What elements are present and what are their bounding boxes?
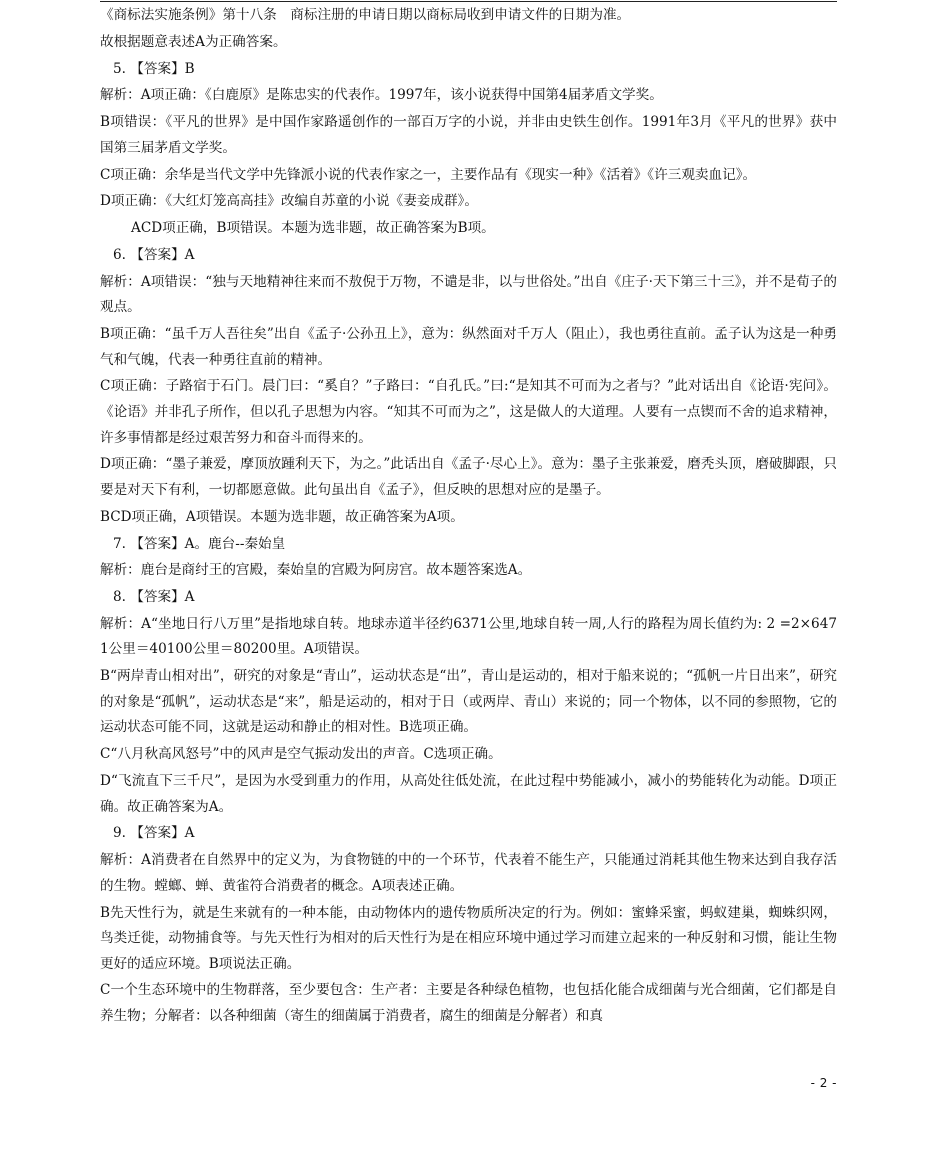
paragraph: C项正确：子路宿于石门。晨门曰：“奚自？”子路曰：“自孔氏。”曰:“是知其不可而为之者与？”此对话出自《论语·宪问》。《论语》并非孔子所作，但以孔子思想为内容。“知其不可而为之”，这是做人的大道理。人要有一点锲而不舍的追求精神，许多事情都是经过艰苦努力和奋斗而得来的。 bbox=[100, 378, 837, 446]
paragraph: B“两岸青山相对出”，研究的对象是“青山”，运动状态是“出”，青山是运动的，相对于船来说的；“孤帆一片日出来”，研究的对象是“孤帆”，运动状态是“来”，船是运动的，相对于日（或两岸、青山）来说的；同一个物体，以不同的参照物，它的运动状态可能不同，这就是运动和静止的相对性。B选项正确。 bbox=[100, 668, 837, 736]
page-number: - 2 - bbox=[810, 1076, 837, 1090]
paragraph: 解析：A消费者在自然界中的定义为，为食物链的中的一个环节，代表着不能生产，只能通过消耗其他生物来达到自我存活的生物。螳螂、蝉、黄雀符合消费者的概念。A项表述正确。 bbox=[100, 852, 837, 894]
document-body bbox=[100, 3, 837, 1031]
paragraph: B项错误：《平凡的世界》是中国作家路遥创作的一部百万字的小说，并非由史铁生创作。1991年3月《平凡的世界》获中国第三届茅盾文学奖。 bbox=[100, 114, 837, 156]
answer-heading: 9. 【答案】A bbox=[113, 825, 195, 842]
answer-heading: 5. 【答案】B bbox=[113, 60, 195, 77]
paragraph: 解析：A项错误：“独与天地精神往来而不敖倪于万物，不谴是非，以与世俗处。”出自《庄子·天下第三十三》，并不是荀子的观点。 bbox=[100, 273, 837, 316]
paragraph: ACD项正确，B项错误。本题为选非题，故正确答案为B项。 bbox=[131, 220, 495, 237]
paragraph: C项正确：余华是当代文学中先锋派小说的代表作家之一，主要作品有《现实一种》《活着》《许三观卖血记》。 bbox=[100, 166, 757, 183]
answer-heading: 6. 【答案】A bbox=[113, 246, 195, 263]
paragraph: D项正确：《大红灯笼高高挂》改编自苏童的小说《妻妾成群》。 bbox=[100, 193, 478, 210]
answer-heading: 7. 【答案】A。鹿台--秦始皇 bbox=[113, 535, 286, 552]
answer-heading: 8. 【答案】A bbox=[113, 589, 195, 606]
paragraph: C“八月秋高风怒号”中的风声是空气振动发出的声音。C选项正确。 bbox=[100, 746, 502, 763]
paragraph: 解析：A“坐地日行八万里”是指地球自转。地球赤道半径约6371公里,地球自转一周,人行的路程为周长值约为: 2 =2×6471公里＝40100公里＝80200里。A项错误。 bbox=[100, 615, 837, 658]
paragraph: 故根据题意表述A为正确答案。 bbox=[100, 33, 287, 50]
paragraph: D项正确：“墨子兼爱，摩顶放踵利天下，为之。”此话出自《孟子·尽心上》。意为：墨子主张兼爱，磨秃头顶，磨破脚跟，只要是对天下有利，一切都愿意做。此句虽出自《孟子》，但反映的思想对应的是墨子。 bbox=[100, 456, 837, 498]
paragraph: D“飞流直下三千尺”，是因为水受到重力的作用，从高处往低处流，在此过程中势能减小，减小的势能转化为动能。D项正确。故正确答案为A。 bbox=[100, 772, 837, 815]
paragraph: 《商标法实施条例》第十八条 商标注册的申请日期以商标局收到申请文件的日期为准。 bbox=[100, 7, 631, 23]
paragraph: B项正确：“虽千万人吾往矣”出自《孟子·公孙丑上》，意为：纵然面对千万人（阻止），我也勇往直前。孟子认为这是一种勇气和气魄，代表一种勇往直前的精神。 bbox=[100, 326, 837, 368]
header-rule bbox=[100, 1, 837, 2]
paragraph: C一个生态环境中的生物群落，至少要包含：生产者：主要是各种绿色植物，也包括化能合成细菌与光合细菌，它们都是自养生物；分解者：以各种细菌（寄生的细菌属于消费者，腐生的细菌是分解者）和真 bbox=[100, 982, 837, 1025]
paragraph: 解析：鹿台是商纣王的宫殿，秦始皇的宫殿为阿房宫。故本题答案选A。 bbox=[100, 562, 532, 579]
paragraph: BCD项正确，A项错误。本题为选非题，故正确答案为A项。 bbox=[100, 508, 464, 525]
paragraph: 解析：A项正确：《白鹿原》是陈忠实的代表作。1997年，该小说获得中国第4届茅盾文学奖。 bbox=[100, 87, 663, 104]
paragraph: B先天性行为，就是生来就有的一种本能，由动物体内的遗传物质所决定的行为。例如：蜜蜂采蜜，蚂蚁建巢，蜘蛛织网，鸟类迁徙，动物捕食等。与先天性行为相对的后天性行为是在相应环境中通过学习而建立起来的一种反射和习惯，能让生物更好的适应环境。B项说法正确。 bbox=[100, 904, 837, 972]
